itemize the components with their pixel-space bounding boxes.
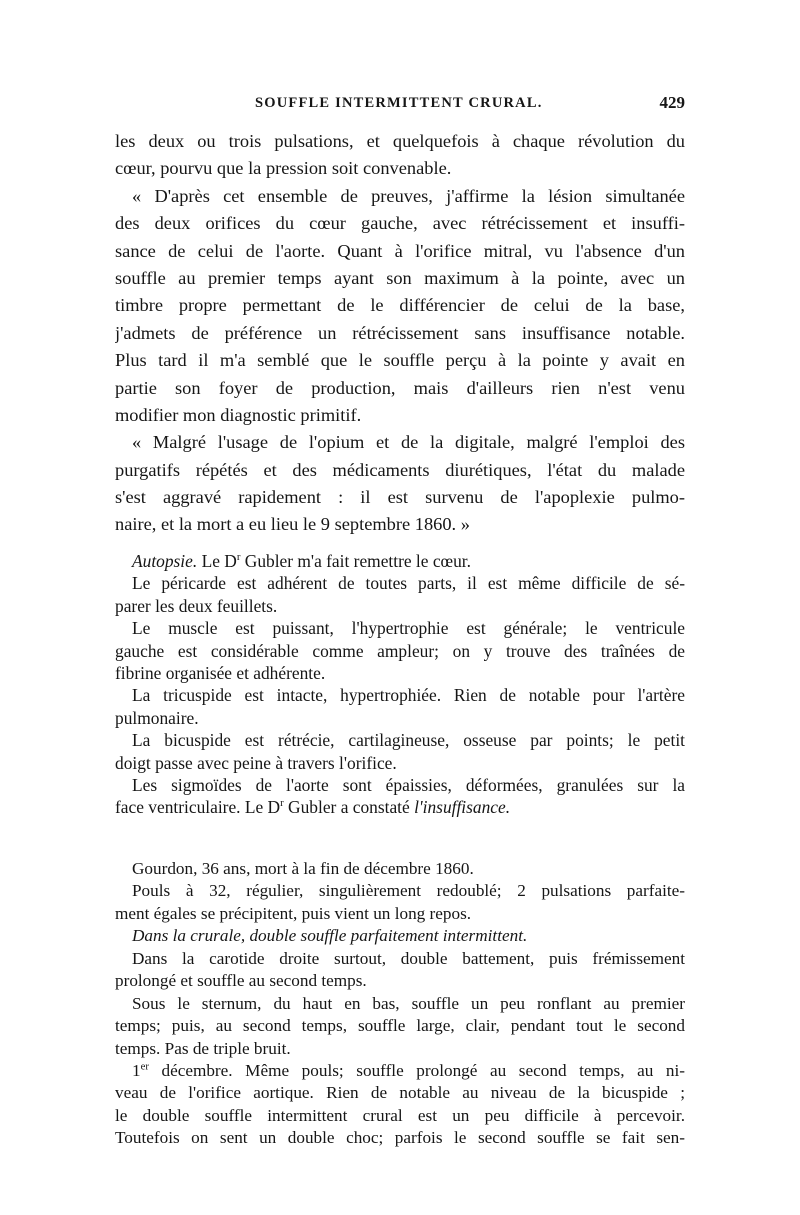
text-line: Dans la carotide droite surtout, double battement, puis frémissement (132, 948, 685, 968)
text-line: timbre propre permettant de le différencier de celui de la base, (115, 295, 685, 316)
text-line: « Malgré l'usage de l'opium et de la digitale, malgré l'emploi des (132, 432, 685, 453)
ordinal-superscript: er (140, 1061, 149, 1073)
text-fragment: 1 (132, 1060, 141, 1080)
text-line: La bicuspide est rétrécie, cartilagineuse, osseuse par points; le petit (132, 730, 685, 751)
text-line: souffle au premier temps ayant son maximum à la pointe, avec un (115, 267, 685, 288)
text-line: s'est aggravé rapidement : il est survenu de l'apoplexie pulmo- (115, 487, 685, 508)
text-line: Le muscle est puissant, l'hypertrophie est générale; le ventricule (132, 618, 685, 639)
crural-note-line: Dans la crurale, double souffle parfaitement intermittent. (132, 926, 528, 946)
text-line: Sous le sternum, du haut en bas, souffle un peu ronflant au premier (132, 993, 685, 1013)
text-line: fibrine organisée et adhérente. (115, 662, 326, 683)
text-line (115, 796, 685, 818)
text-line: sance de celui de l'aorte. Quant à l'orifice mitral, vu l'absence d'un (115, 240, 685, 261)
text-line: doigt passe avec peine à travers l'orifice. (115, 752, 397, 773)
running-head (115, 95, 690, 117)
text-line: les deux ou trois pulsations, et quelquefois à chaque révolution du (115, 131, 685, 151)
autopsy-section (115, 550, 685, 819)
text-line: veau de l'orifice aortique. Rien de notable au niveau de la bicuspide ; (115, 1083, 685, 1103)
case-heading-line: Gourdon, 36 ans, mort à la fin de décembre 1860. (132, 859, 474, 878)
doctor-abbrev-superscript: r (280, 797, 284, 810)
text-line: parer les deux feuillets. (115, 595, 278, 616)
text-line: Plus tard il m'a semblé que le souffle perçu à la pointe y avait en (115, 350, 685, 371)
text-line: j'admets de préférence un rétrécissement sans insuffisance notable. (115, 322, 685, 343)
emphasis-insufficiency: l'insuffisance. (414, 797, 511, 818)
text-line: Le péricarde est adhérent de toutes parts, il est même difficile de sé- (132, 573, 685, 594)
text-line (115, 1060, 685, 1082)
text-line: modifier mon diagnostic primitif. (115, 404, 362, 425)
text-fragment: Gubler a constaté (283, 797, 415, 818)
doctor-abbrev-superscript: r (236, 551, 241, 564)
text-line: gauche est considérable comme ampleur; on y trouve des traînées de (115, 640, 685, 661)
text-fragment: décembre. Même pouls; souffle prolongé au second temps, au ni- (148, 1060, 685, 1080)
clinical-narrative (115, 128, 685, 539)
text-line: temps. Pas de triple bruit. (115, 1038, 291, 1058)
page-number: 429 (659, 93, 685, 112)
text-line: des deux orifices du cœur gauche, avec rétrécissement et insuffi- (115, 213, 685, 234)
text-fragment: Gubler m'a fait remettre le cœur. (240, 551, 471, 571)
text-line: ment égales se précipitent, puis vient un long repos. (115, 903, 472, 923)
text-line: le double souffle intermittent crural est un peu difficile à percevoir. (115, 1105, 685, 1125)
autopsy-heading: Autopsie. (132, 551, 198, 571)
text-line: Les sigmoïdes de l'aorte sont épaissies, déformées, granulées sur la (132, 774, 685, 795)
text-line: cœur, pourvu que la pression soit convenable. (115, 158, 452, 179)
text-line: « D'après cet ensemble de preuves, j'affirme la lésion simultanée (132, 185, 685, 206)
text-line: temps; puis, au second temps, souffle large, clair, pendant tout le second (115, 1016, 685, 1036)
text-line: Toutefois on sent un double choc; parfois le second souffle se fait sen- (115, 1128, 685, 1148)
autopsy-heading-line (115, 550, 685, 572)
running-title: SOUFFLE INTERMITTENT CRURAL. (255, 95, 543, 111)
text-line: partie son foyer de production, mais d'ailleurs rien n'est venu (115, 377, 685, 398)
text-fragment: Le D (197, 551, 237, 571)
text-line: La tricuspide est intacte, hypertrophiée. Rien de notable pour l'artère (132, 685, 685, 706)
case-gourdon-section (115, 858, 685, 1150)
text-line: naire, et la mort a eu lieu le 9 septembre 1860. » (115, 514, 470, 535)
text-fragment: face ventriculaire. Le D (115, 797, 281, 818)
text-line: prolongé et souffle au second temps. (115, 971, 367, 991)
text-line: pulmonaire. (115, 707, 199, 728)
text-line: Pouls à 32, régulier, singulièrement redoublé; 2 pulsations parfaite- (132, 881, 685, 901)
text-line: purgatifs répétés et des médicaments diurétiques, l'état du malade (115, 459, 685, 480)
